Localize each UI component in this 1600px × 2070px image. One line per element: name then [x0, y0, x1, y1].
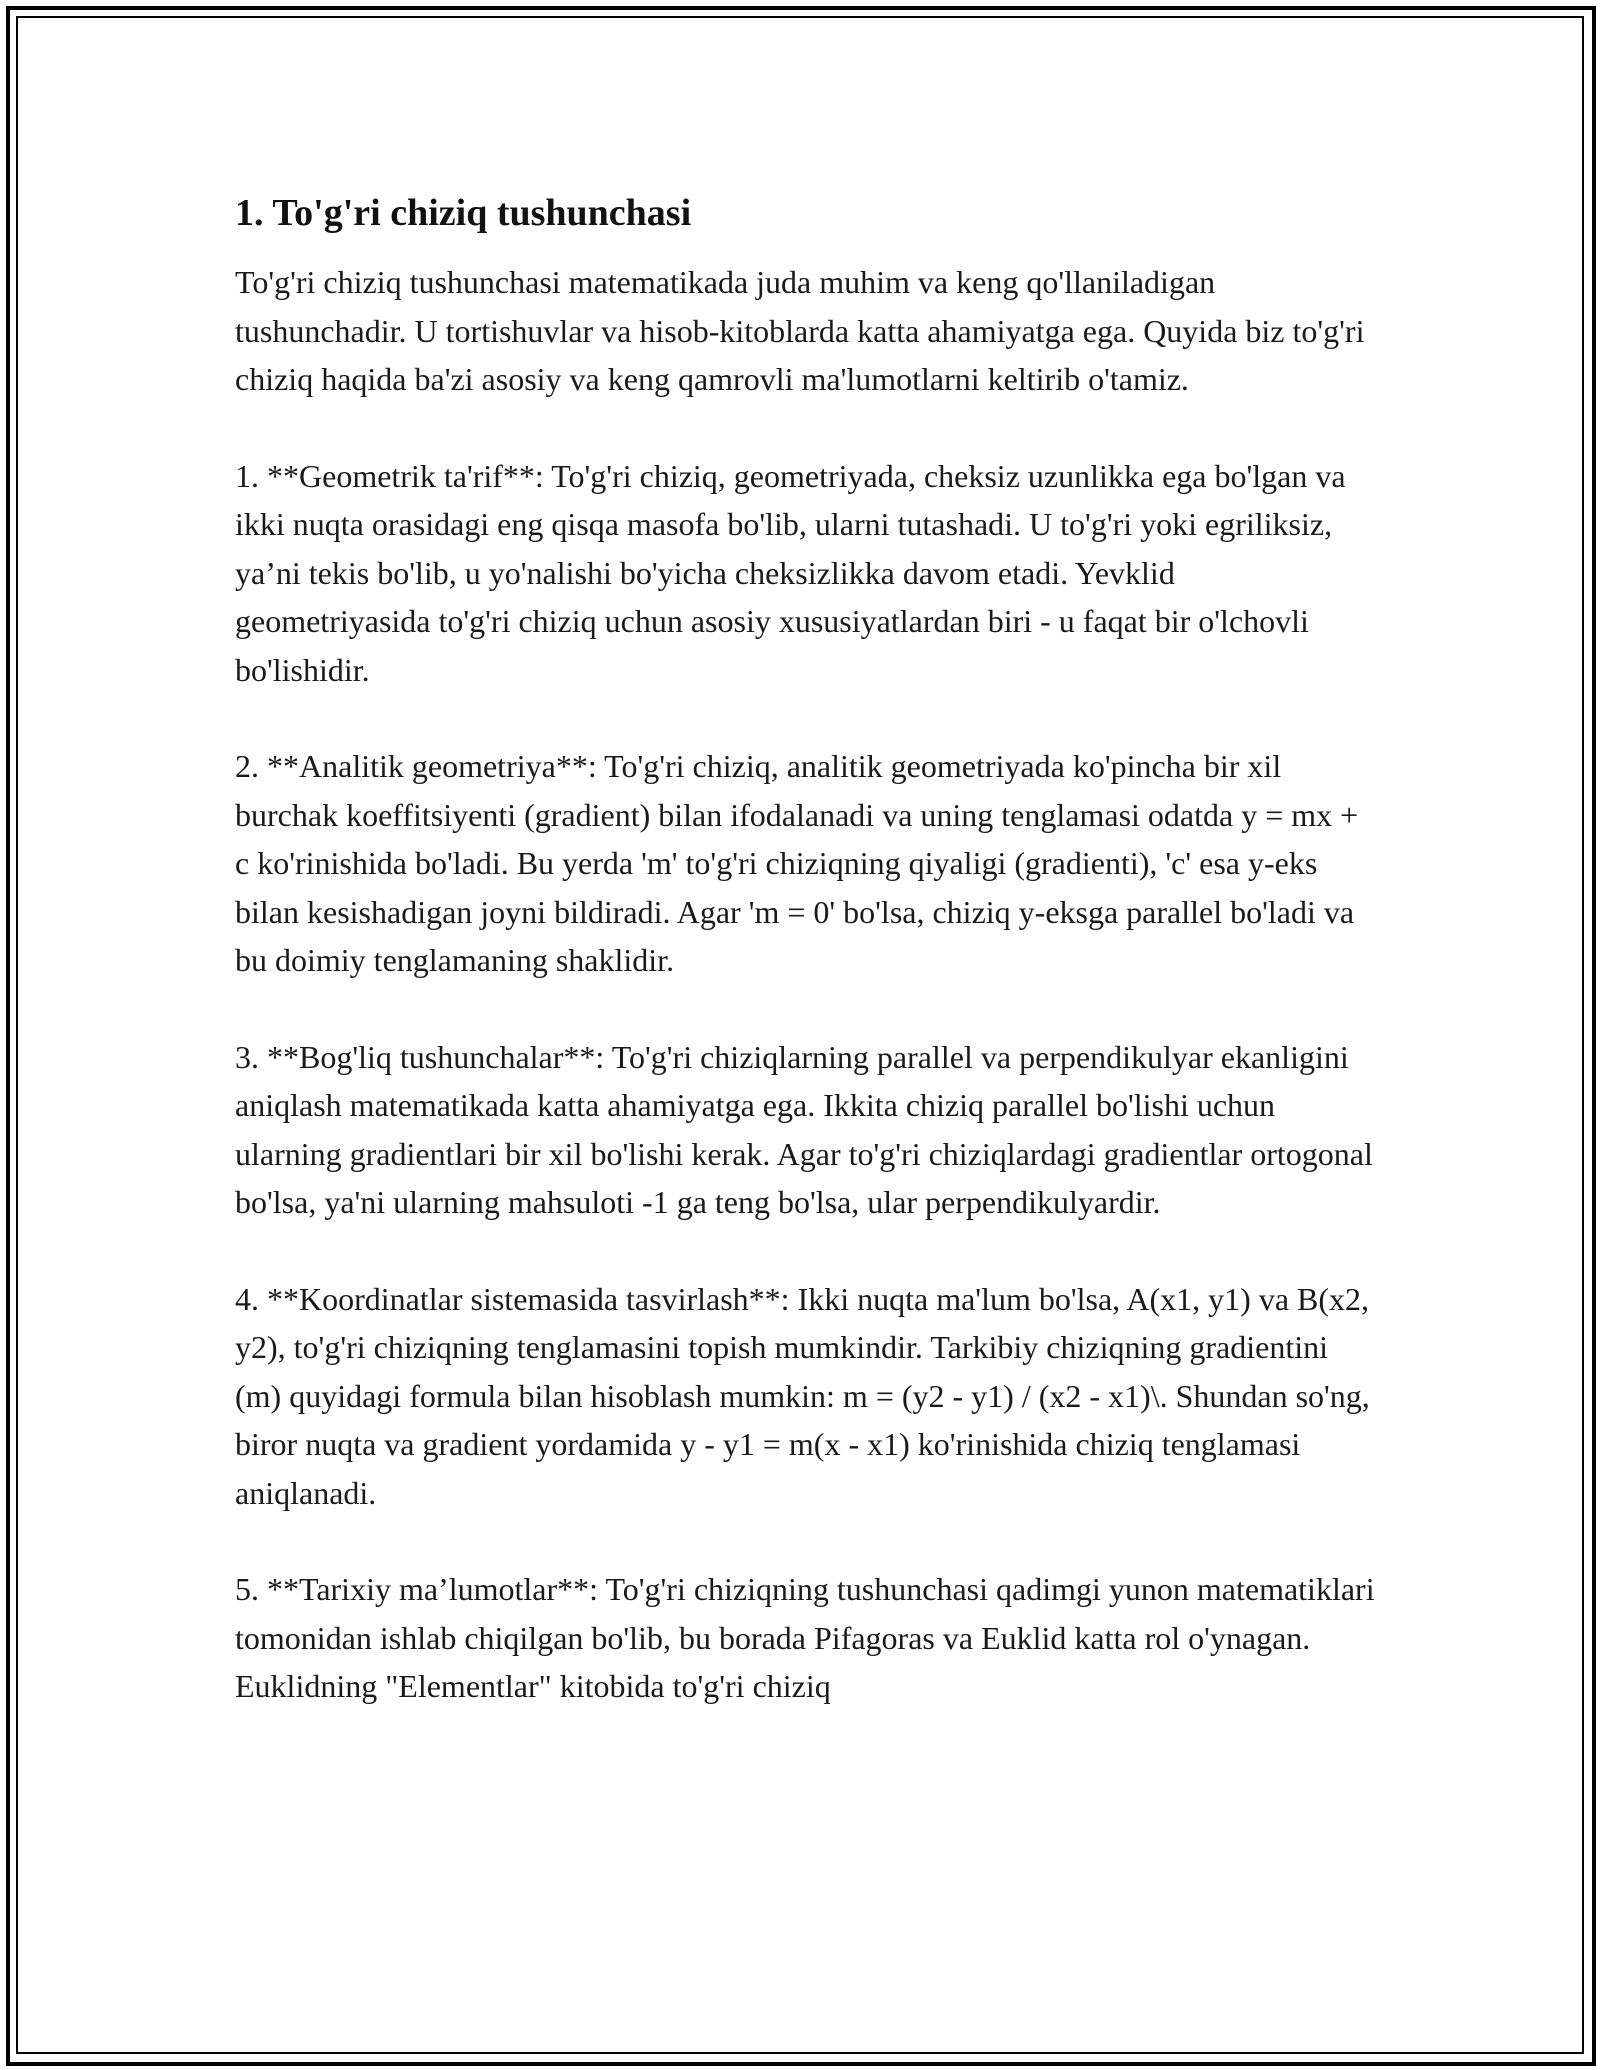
section-heading: 1. To'g'ri chiziq tushunchasi: [235, 192, 692, 234]
intro-paragraph: To'g'ri chiziq tushunchasi matematikada juda muhim va keng qo'llaniladigan tushunchadir. U tortishuvlar va hisob-kitoblarda katta ahamiyatga ega. Quyida biz to'g'ri chiziq haqida ba'zi asosiy va keng qamrovli ma'lumotlarni keltirib o'tamiz.: [235, 264, 1365, 397]
paragraph-coordinate-system: 4. **Koordinatlar sistemasida tasvirlash**: Ikki nuqta ma'lum bo'lsa, A(x1, y1) va B(x2, y2), to'g'ri chiziqning tenglamasini topish mumkindir. Tarkibiy chiziqning gradientini (m) quyidagi formula bilan hisoblash mumkin: m = (y2 - y1) / (x2 - x1)\. Shundan so'ng, biror nuqta va gradient yordamida y - y1 = m(x - x1) ko'rinishida chiziq tenglamasi aniqlanadi.: [235, 1280, 1370, 1511]
paragraph-analytic-geometry: 2. **Analitik geometriya**: To'g'ri chiziq, analitik geometriyada ko'pincha bir xil burchak koeffitsiyenti (gradient) bilan ifodalanadi va uning tenglamasi odatda y = mx + c ko'rinishida bo'ladi. Bu yerda 'm' to'g'ri chiziqning qiyaligi (gradienti), 'c' esa y-eks bilan kesishadigan joyni bildiradi. Agar 'm = 0' bo'lsa, chiziq y-eksga parallel bo'ladi va bu doimiy tenglamaning shaklidir.: [235, 748, 1359, 978]
paragraph-historical-info: 5. **Tarixiy ma’lumotlar**: To'g'ri chiziqning tushunchasi qadimgi yunon matematiklari tomonidan ishlab chiqilgan bo'lib, bu borada Pifagoras va Euklid katta rol o'ynagan. Euklidning "Elementlar" kitobida to'g'ri chiziq: [235, 1571, 1375, 1704]
paragraph-related-concepts: 3. **Bog'liq tushunchalar**: To'g'ri chiziqlarning parallel va perpendikulyar ekanligini aniqlash matematikada katta ahamiyatga ega. Ikkita chiziq parallel bo'lishi uchun ularning gradientlari bir xil bo'lishi kerak. Agar to'g'ri chiziqlardagi gradientlar ortogonal bo'lsa, ya'ni ularning mahsuloti -1 ga teng bo'lsa, ular perpendikulyardir.: [235, 1038, 1373, 1220]
paragraph-geometric-definition: 1. **Geometrik ta'rif**: To'g'ri chiziq, geometriyada, cheksiz uzunlikka ega bo'lgan va ikki nuqta orasidagi eng qisqa masofa bo'lib, ularni tutashadi. U to'g'ri yoki egriliksiz, ya’ni tekis bo'lib, u yo'nalishi bo'yicha cheksizlikka davom etadi. Yevklid geometriyasida to'g'ri chiziq uchun asosiy xususiyatlardan biri - u faqat bir o'lchovli bo'lishidir.: [235, 457, 1346, 688]
document-body: [235, 188, 1375, 1759]
